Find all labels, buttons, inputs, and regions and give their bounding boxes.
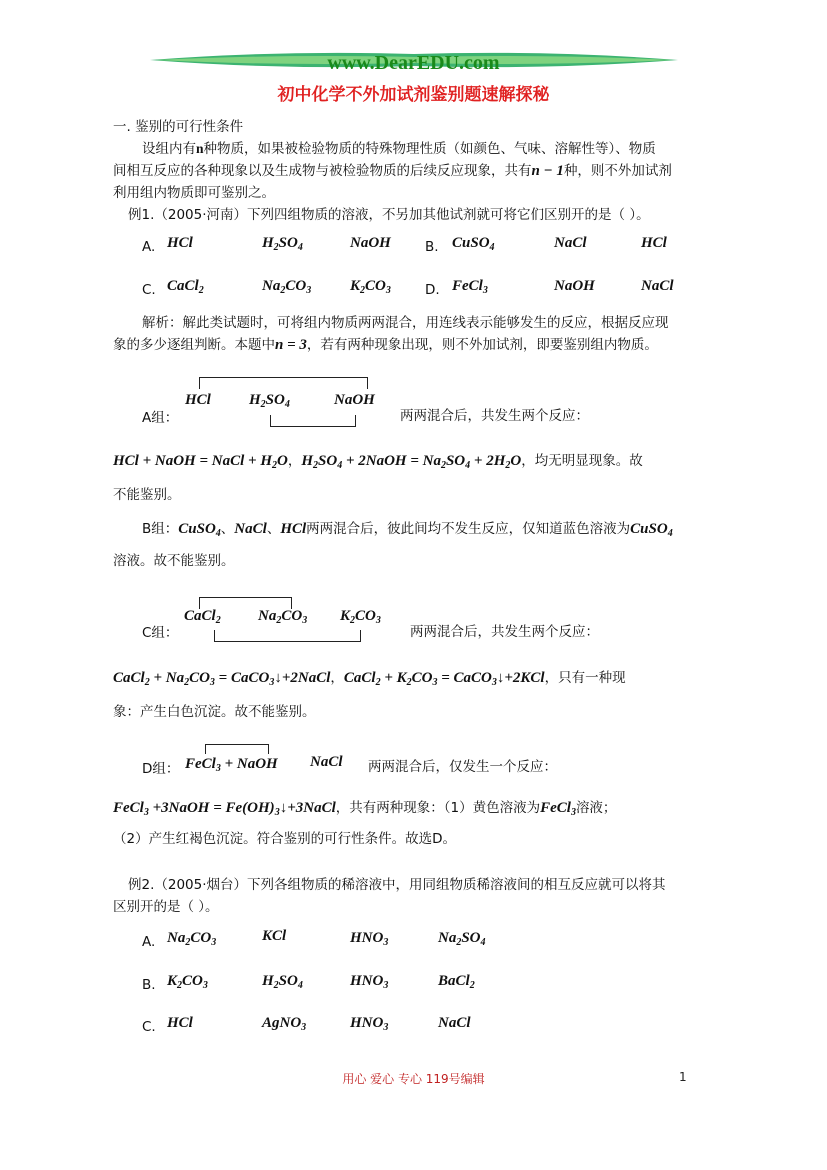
formula: $H_2SO_4$ — [262, 235, 303, 253]
math-n-minus-1: n − 1 — [531, 163, 564, 179]
formula: FeCl$_3$ — [452, 278, 488, 296]
formula: $HNO_3$ — [350, 930, 389, 948]
equation: $H_2SO_4$ + 2NaOH = $Na_2SO_4 + 2H_2O$ — [301, 453, 522, 471]
text: 种物质，如果被检验物质的特殊物理性质（如颜色、气味、溶解性等）、物质 — [203, 141, 656, 157]
reaction-connector — [268, 744, 269, 754]
formula: NaCl — [554, 235, 587, 251]
formula: NaCl — [438, 1015, 471, 1031]
option-c-label: C. — [142, 282, 156, 298]
equation: HCl + NaOH = NaCl + $H_2O$ — [113, 453, 288, 471]
reaction-connector — [199, 597, 291, 598]
analysis-line: 解析：解此类试题时，可将组内物质两两混合，用连线表示能够发生的反应，根据反应现 — [142, 315, 669, 331]
site-url[interactable]: www.DearEDU.com — [327, 52, 500, 74]
formula: NaCl — [310, 754, 343, 770]
reaction-connector — [360, 630, 361, 642]
formula: CaCl$_2$ — [167, 278, 204, 296]
reaction-connector — [199, 377, 200, 389]
text: ，只有一种现 — [544, 670, 626, 686]
reaction-connector — [205, 744, 206, 754]
formula: AgNO$_3$ — [262, 1015, 307, 1033]
formula: $Na_2CO_3$ — [167, 930, 217, 948]
text: 溶液； — [575, 800, 617, 816]
reaction-connector — [367, 377, 368, 389]
option-d-label: D. — [425, 282, 440, 298]
formula: CuSO$_4$ — [452, 235, 495, 253]
equation: CaCl$_2$ + $Na_2CO_3$ = CaCO$_3$↓+2NaCl — [113, 670, 331, 688]
paragraph-line: 溶液。故不能鉴别。 — [113, 553, 235, 569]
formula: NaOH — [350, 235, 391, 251]
page-number: 1 — [679, 1070, 687, 1084]
example1-question: 例1.（2005·河南）下列四组物质的溶液，不另加其他试剂就可将它们区别开的是（ ）。 — [128, 207, 650, 223]
paragraph-line: 不能鉴别。 — [113, 487, 181, 503]
formula: $Na_2SO_4$ — [438, 930, 486, 948]
group-a-label: A组： — [142, 410, 179, 426]
formula: KCl — [262, 928, 287, 944]
text: 象的多少逐组判断。本题中 — [113, 337, 275, 353]
equation: CaCl$_2$ + $K_2CO_3$ = CaCO$_3$↓+2KCl — [343, 670, 545, 688]
equation-line: HCl + NaOH = NaCl + $H_2O$，$H_2SO_4$ + 2NaOH = $Na_2SO_4 + 2H_2O$，均无明显现象。故 — [113, 453, 643, 471]
option-a-label: A. — [142, 239, 156, 255]
footer-text: 用心 爱心 专心 119号编辑 — [342, 1072, 485, 1086]
group-c-label: C组： — [142, 625, 179, 641]
formula: NaOH — [554, 278, 595, 294]
formula: $H_2SO_4$ — [262, 973, 303, 991]
formula: $Na_2CO_3$ — [262, 278, 312, 296]
reaction-connector — [214, 630, 215, 642]
formula: FeCl$_3$ + NaOH — [185, 756, 278, 774]
math-n-equals-3: n = 3 — [275, 337, 307, 353]
formula: $K_2CO_3$ — [340, 608, 381, 626]
paragraph-line — [113, 160, 672, 182]
analysis-line — [113, 334, 658, 356]
page-title: 初中化学不外加试剂鉴别题速解探秘 — [277, 85, 550, 105]
formula: CaCl$_2$ — [184, 608, 221, 626]
example2-question: 区别开的是（ ）。 — [113, 899, 219, 915]
reaction-connector — [199, 377, 367, 378]
reaction-connector — [205, 744, 268, 745]
formula: CuSO$_4$ — [178, 521, 221, 539]
formula: $Na_2CO_3$ — [258, 608, 308, 626]
text: ，均无明显现象。故 — [521, 453, 643, 469]
reaction-connector — [214, 641, 360, 642]
equation-line: CaCl$_2$ + $Na_2CO_3$ = CaCO$_3$↓+2NaCl，CaCl$_2$ + $K_2CO_3$ = CaCO$_3$↓+2KCl，只有一种现 — [113, 670, 626, 688]
text: ，若有两种现象出现，则不外加试剂，即要鉴别组内物质。 — [306, 337, 658, 353]
formula: BaCl$_2$ — [438, 973, 475, 991]
formula: HCl — [167, 235, 193, 251]
group-b-line: B组：CuSO$_4$、NaCl、HCl两两混合后，彼此间均不发生反应，仅知道蓝色溶液为CuSO$_4$ — [142, 521, 673, 539]
group-a-note: 两两混合后，共发生两个反应： — [400, 408, 589, 424]
formula: $K_2CO_3$ — [350, 278, 391, 296]
formula: $HNO_3$ — [350, 973, 389, 991]
text: 间相互反应的各种现象以及生成物与被检验物质的后续反应现象，共有 — [113, 163, 532, 179]
formula: HCl — [280, 521, 307, 537]
formula: NaCl — [234, 521, 267, 537]
reaction-connector — [355, 415, 356, 427]
formula: NaCl — [641, 278, 674, 294]
text: 种，则不外加试剂 — [563, 163, 672, 179]
option-a-label: A. — [142, 934, 156, 950]
text: 两两混合后，彼此间均不发生反应，仅知道蓝色溶液为 — [306, 521, 631, 537]
option-b-label: B. — [142, 977, 156, 993]
group-c-note: 两两混合后，共发生两个反应： — [410, 624, 599, 640]
formula: $H_2SO_4$ — [249, 392, 290, 410]
equation: FeCl$_3$ +3NaOH = $Fe(OH)_3↓+3NaCl$ — [113, 800, 336, 818]
math-n: n — [196, 141, 204, 156]
formula: $HNO_3$ — [350, 1015, 389, 1033]
formula: HCl — [167, 1015, 193, 1031]
formula: HCl — [185, 392, 211, 408]
option-c-label: C. — [142, 1019, 156, 1035]
formula: CuSO$_4$ — [630, 521, 673, 539]
formula: FeCl$_3$ — [540, 800, 576, 818]
paragraph-line: 利用组内物质即可鉴别之。 — [113, 185, 275, 201]
paragraph-line: （2）产生红褐色沉淀。符合鉴别的可行性条件。故选D。 — [113, 831, 456, 847]
equation-line — [113, 797, 616, 819]
group-d-label: D组： — [142, 761, 180, 777]
option-b-label: B. — [425, 239, 439, 255]
example2-question: 例2.（2005·烟台）下列各组物质的稀溶液中，用同组物质稀溶液间的相互反应就可以将其 — [128, 877, 666, 893]
group-b-label: B组： — [142, 521, 179, 537]
formula: NaOH — [334, 392, 375, 408]
text: 设组内有 — [142, 141, 196, 157]
section-heading: 一. 鉴别的可行性条件 — [113, 119, 244, 135]
reaction-connector — [270, 415, 271, 427]
group-d-note: 两两混合后，仅发生一个反应： — [368, 759, 557, 775]
paragraph-line: 象：产生白色沉淀。故不能鉴别。 — [113, 704, 316, 720]
formula: $K_2CO_3$ — [167, 973, 208, 991]
formula: HCl — [641, 235, 667, 251]
paragraph-line — [142, 138, 656, 160]
reaction-connector — [270, 426, 355, 427]
text: ，共有两种现象：（1）黄色溶液为 — [335, 800, 541, 816]
